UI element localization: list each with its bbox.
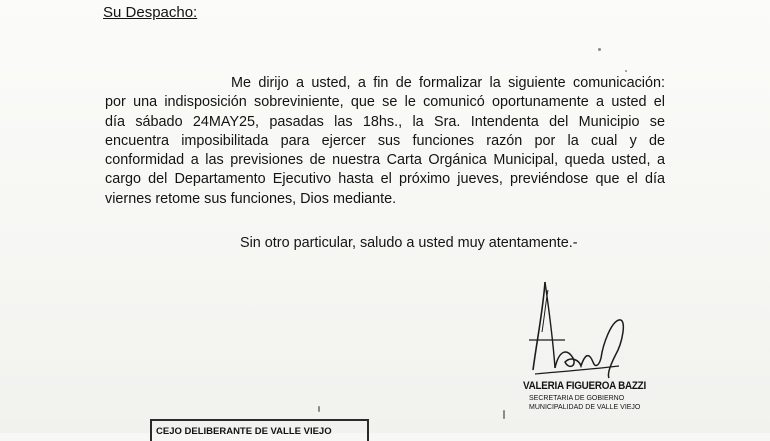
body-line: día sábado 24MAY25, pasadas las 18hs., la Sra. Intendenta del Municipio se xyxy=(105,113,665,130)
paper-speck xyxy=(318,406,320,412)
closing-line: Sin otro particular, saludo a usted muy atentamente.- xyxy=(240,235,578,251)
signatory-name: VALERIA FIGUEROA BAZZI xyxy=(523,380,646,392)
body-line: viernes retome sus funciones, Dios mediante. xyxy=(105,190,397,207)
signatory-organization: MUNICIPALIDAD DE VALLE VIEJO xyxy=(529,404,641,411)
paper-speck xyxy=(625,70,627,72)
paper-speck xyxy=(598,48,601,51)
body-line: cargo del Departamento Ejecutivo hasta el próximo jueves, previéndose que el día xyxy=(105,171,665,188)
official-stamp xyxy=(150,419,369,441)
body-line: encuentra imposibilitada para ejercer sus funciones razón por la cual y de xyxy=(105,132,665,149)
salutation: Su Despacho: xyxy=(103,4,198,21)
body-line: por una indisposición sobreviniente, que se le comunicó oportunamente a usted el xyxy=(105,94,665,111)
letter-body xyxy=(105,74,665,209)
stamp-text: CEJO DELIBERANTE DE VALLE VIEJO xyxy=(156,426,332,437)
signatory-title: SECRETARIA DE GOBIERNO xyxy=(529,395,625,402)
handwritten-signature xyxy=(515,270,675,385)
body-line: Me dirijo a usted, a fin de formalizar la siguiente comunicación: xyxy=(231,75,665,91)
paper-speck xyxy=(503,410,505,419)
signature-block xyxy=(515,270,675,425)
body-line: conformidad a las previsiones de nuestra Carta Orgánica Municipal, queda usted, a xyxy=(105,152,665,169)
